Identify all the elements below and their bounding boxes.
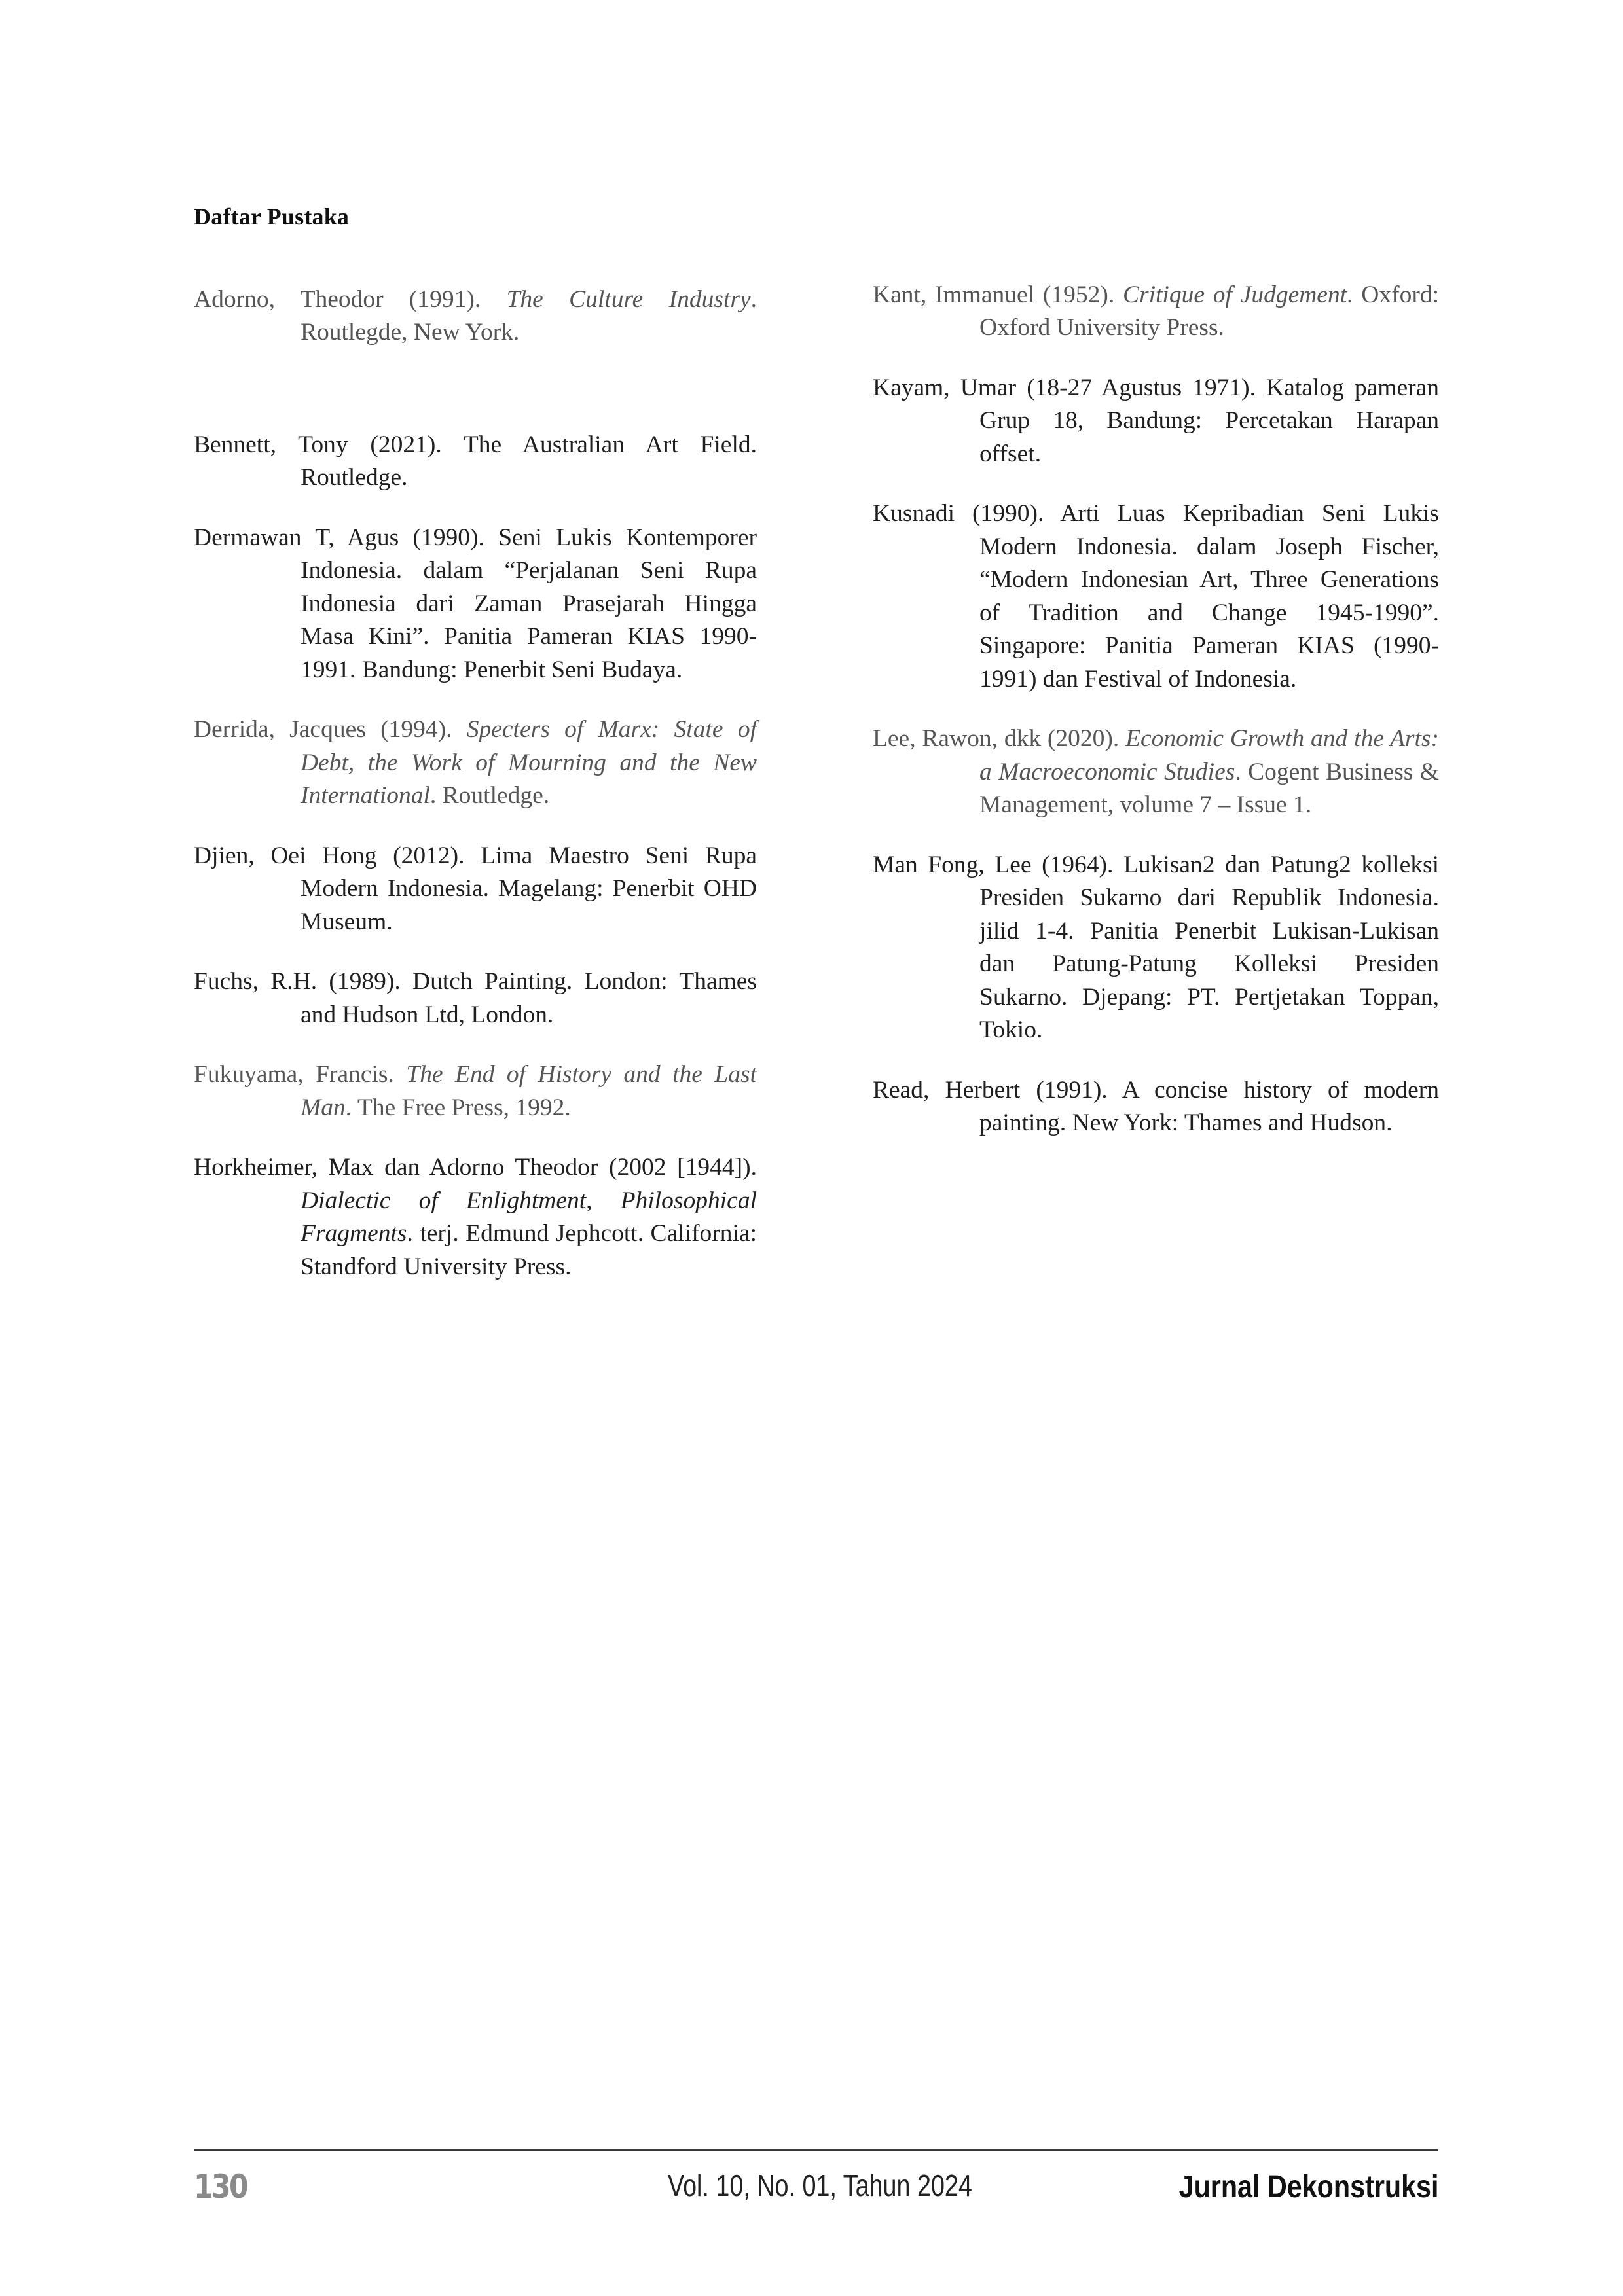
volume-info: Vol. 10, No. 01, Tahun 2024 bbox=[668, 2168, 972, 2202]
reference-title: The Culture Industry bbox=[506, 285, 751, 313]
reference-entry: Man Fong, Lee (1964). Lukisan2 dan Patung2 kolleksi Presiden Sukarno dari Republik Indonesia. jilid 1-4. Panitia Penerbit Lukisan-Lukisan dan Patung-Patung Kolleksi Presiden Sukarno. Djepang: PT. Pertjetakan Toppan, Tokio. bbox=[873, 851, 1439, 1043]
reference-entry: Djien, Oei Hong (2012). Lima Maestro Seni Rupa Modern Indonesia. Magelang: Penerbit OHD Museum. bbox=[194, 842, 757, 935]
reference-title: Dialectic of Enlightment, Philosophical Fragments bbox=[301, 1187, 757, 1247]
reference-title: Specters of Marx: State of Debt, the Work of Mourning and the New International bbox=[301, 716, 757, 809]
reference-title: Critique of Judgement bbox=[1122, 281, 1347, 308]
reference-entry: Fukuyama, Francis. The End of History and the Last Man. The Free Press, 1992. bbox=[194, 1061, 757, 1121]
references-right-column bbox=[873, 254, 1439, 1167]
reference-title: The End of History and the Last Man bbox=[301, 1061, 757, 1121]
reference-entry: Adorno, Theodor (1991). The Culture Industry. Routlegde, New York. bbox=[194, 285, 757, 346]
reference-entry: Kusnadi (1990). Arti Luas Kepribadian Seni Lukis Modern Indonesia. dalam Joseph Fischer, “Modern Indonesian Art, Three Generations of Tradition and Change 1945-1990”. Singapore: Panitia Pameran KIAS (1990-1991) dan Festival of Indonesia. bbox=[873, 500, 1439, 692]
reference-entry: Fuchs, R.H. (1989). Dutch Painting. London: Thames and Hudson Ltd, London. bbox=[194, 968, 757, 1028]
reference-entry: Horkheimer, Max dan Adorno Theodor (2002 [1944]). Dialectic of Enlightment, Philosophical Fragments. terj. Edmund Jephcott. California: Standford University Press. bbox=[194, 1154, 757, 1280]
references-left-column bbox=[194, 259, 757, 1310]
reference-entry: Kayam, Umar (18-27 Agustus 1971). Katalog pameran Grup 18, Bandung: Percetakan Harapan offset. bbox=[873, 374, 1439, 467]
journal-name: Jurnal Dekonstruksi bbox=[1178, 2170, 1438, 2204]
reference-entry: Derrida, Jacques (1994). Specters of Marx: State of Debt, the Work of Mourning and the New International. Routledge. bbox=[194, 716, 757, 809]
reference-entry: Read, Herbert (1991). A concise history of modern painting. New York: Thames and Hudson. bbox=[873, 1076, 1439, 1136]
reference-entry: Lee, Rawon, dkk (2020). Economic Growth and the Arts: a Macroeconomic Studies. Cogent Business & Management, volume 7 – Issue 1. bbox=[873, 725, 1439, 818]
reference-entry: Bennett, Tony (2021). The Australian Art Field. Routledge. bbox=[194, 431, 757, 491]
reference-entry: Dermawan T, Agus (1990). Seni Lukis Kontemporer Indonesia. dalam “Perjalanan Seni Rupa Indonesia dari Zaman Prasejarah Hingga Masa Kini”. Panitia Pameran KIAS 1990-1991. Bandung: Penerbit Seni Budaya. bbox=[194, 524, 757, 683]
reference-title: Economic Growth and the Arts: a Macroeconomic Studies bbox=[979, 725, 1439, 785]
reference-entry: Kant, Immanuel (1952). Critique of Judgement. Oxford: Oxford University Press. bbox=[873, 281, 1439, 341]
footer-divider bbox=[194, 2149, 1438, 2151]
section-heading: Daftar Pustaka bbox=[194, 204, 350, 230]
page-number: 130 bbox=[194, 2168, 247, 2206]
